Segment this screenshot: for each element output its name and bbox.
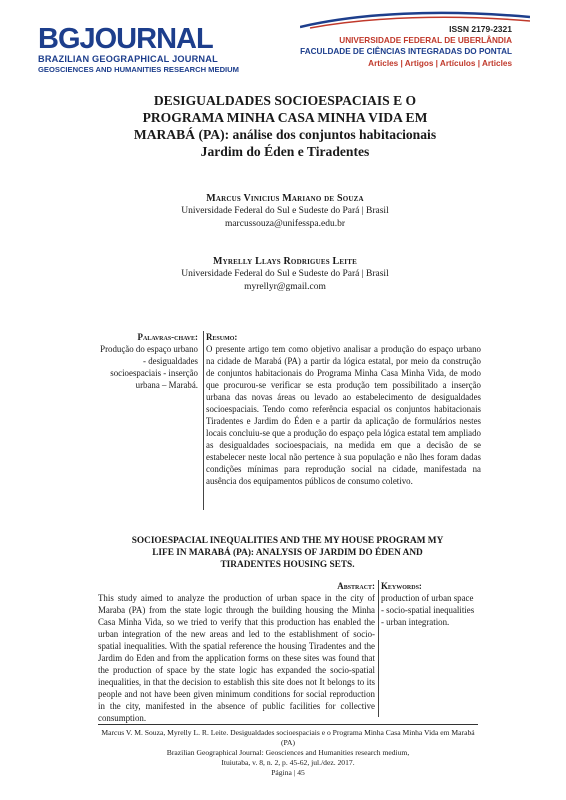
issn: ISSN 2179-2321 xyxy=(449,24,512,34)
keywords-pt-label: Palavras-chave: xyxy=(137,332,198,342)
citation-line: Ituiutaba, v. 8, n. 2, p. 45-62, jul./dez. 2017. xyxy=(221,758,355,767)
title-line: PROGRAMA MINHA CASA MINHA VIDA EM xyxy=(142,110,428,125)
abstract-pt-text: O presente artigo tem como objetivo analisar a produção do espaço urbano na cidade de Marabá (PA) a partir da lógica estatal, por meio da construção de conjuntos habitacionais do Programa Minha Casa Minha Vida, de modo que procurou-se verificar se esta produção tem possibilitado a inserção urbana das novas áreas ou levado ao estabelecimento de desigualdades socioespaciais. Tendo como referência espacial os conjuntos habitacionais Tiradentes e Jardim do Éden e a partir da aplicação de formulários nestes locais concluiu-se que a produção do espaço pela lógica estatal tem ampliado as desigualdades socioespaciais, na medida em que a decisão de se estabelecer neste local não pertence à sua população e não lhes foram dadas condições mínimas para reprodução social na cidade, manifestada na ausência dos equipamentos públicos de consumo coletivo. xyxy=(206,344,481,486)
section-label: Articles | Artigos | Artículos | Articles xyxy=(368,59,512,68)
english-title-line: TIRADENTES HOUSING SETS. xyxy=(220,560,355,570)
footer-divider xyxy=(98,724,478,725)
logo-tagline: GEOSCIENCES AND HUMANITIES RESEARCH MEDIUM xyxy=(38,65,239,74)
author-email[interactable]: myrellyr@gmail.com xyxy=(244,282,326,292)
journal-logo xyxy=(38,24,298,76)
keywords-en xyxy=(381,580,476,628)
author-email[interactable]: marcussouza@unifesspa.edu.br xyxy=(224,219,346,229)
abstract-en-label: Abstract: xyxy=(337,581,375,591)
abstract-en-text: This study aimed to analyze the production of urban space in the city of Maraba (PA) from the state logic through the building housing the Minha Casa Minha Vida, so we tried to verify that this production has enabled the urban integration of the new areas and led to the establishment of socio-spatial inequalities. With the spatial reference the housing Tiradentes and the Jardim do Eden and from the application forms on these sites was found that the production of space by the state logic has expanded the socio-spatial inequalities, in that the decision to establish this site does not It belongs to its people and not have been given minimum conditions for social reproduction in the city, manifested in the absence of public facilities for collective consumption. xyxy=(98,593,375,723)
article-title xyxy=(120,92,450,160)
author-affiliation: Universidade Federal do Sul e Sudeste do Pará | Brasil xyxy=(181,206,389,216)
title-line: Jardim do Éden e Tiradentes xyxy=(200,144,370,159)
university-name: UNIVERSIDADE FEDERAL DE UBERLÂNDIA xyxy=(339,36,512,45)
title-line: DESIGUALDADES SOCIOESPACIAIS E O xyxy=(153,93,417,108)
keywords-pt-text: Produção do espaço urbano - desigualdades socioespaciais - inserção urbana – Marabá. xyxy=(100,344,198,390)
keywords-pt xyxy=(98,331,198,391)
citation-line: Marcus V. M. Souza, Myrelly L. R. Leite. Desigualdades socioespaciais e o Programa Minha Casa Minha Vida em Marabá (PA) xyxy=(101,728,475,747)
logo-wordmark: BGJOURNAL xyxy=(38,23,213,55)
page-number: Página | 45 xyxy=(271,768,305,777)
citation-footer xyxy=(96,728,480,778)
english-title-line: SOCIOESPACIAL INEQUALITIES AND THE MY HOUSE PROGRAM MY xyxy=(131,536,444,546)
logo-subtitle: BRAZILIAN GEOGRAPHICAL JOURNAL xyxy=(38,54,218,64)
faculty-name: FACULDADE DE CIÊNCIAS INTEGRADAS DO PONTAL xyxy=(300,47,512,56)
author-name: Myrelly Llays Rodrigues Leite xyxy=(213,256,357,267)
abstract-en xyxy=(98,580,379,723)
journal-info xyxy=(300,24,512,70)
author-block xyxy=(120,255,450,294)
english-title-line: LIFE IN MARABÁ (PA): ANALYSIS OF JARDIM DO ÉDEN AND xyxy=(152,548,423,558)
author-affiliation: Universidade Federal do Sul e Sudeste do Pará | Brasil xyxy=(181,269,389,279)
title-line: MARABÁ (PA): análise dos conjuntos habitacionais xyxy=(133,127,437,142)
keywords-en-label: Keywords: xyxy=(381,581,422,591)
english-title xyxy=(100,535,475,571)
abstract-pt-label: Resumo: xyxy=(206,332,238,342)
keywords-en-text: production of urban space - socio-spatial inequalities - urban integration. xyxy=(381,593,475,627)
author-name: Marcus Vinicius Mariano de Souza xyxy=(206,193,364,204)
abstract-pt xyxy=(203,331,481,510)
author-block xyxy=(120,192,450,231)
citation-line: Brazilian Geographical Journal: Geosciences and Humanities research medium, xyxy=(166,748,410,757)
